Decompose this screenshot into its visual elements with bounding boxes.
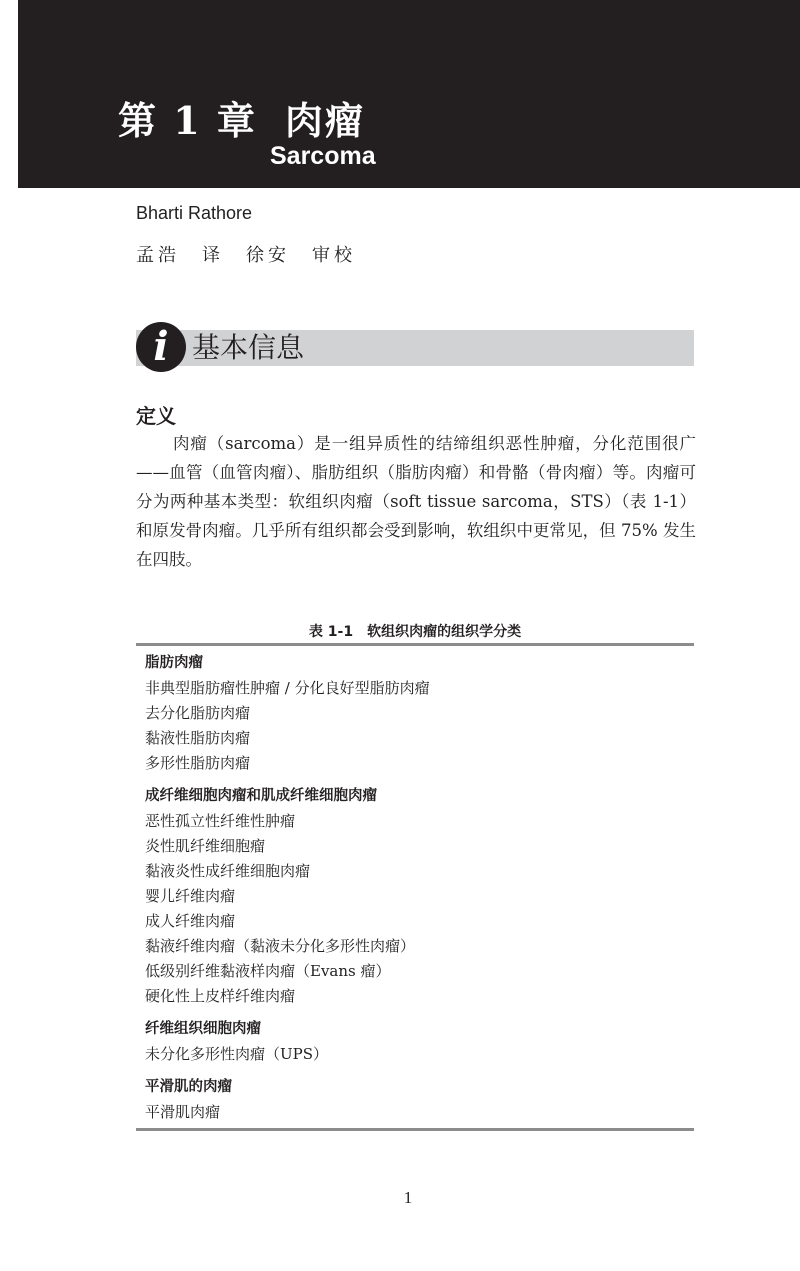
table-group-title: 脂肪肉瘤 xyxy=(145,655,203,671)
table-row: 炎性肌纤维细胞瘤 xyxy=(145,837,266,855)
table-row: 成人纤维肉瘤 xyxy=(145,912,236,930)
info-icon: i xyxy=(136,322,186,372)
table-row: 未分化多形性肉瘤（UPS） xyxy=(145,1045,329,1063)
translators: 孟浩 译 徐安 审校 xyxy=(136,245,356,266)
table-row: 硬化性上皮样纤维肉瘤 xyxy=(145,987,296,1005)
table-top-rule xyxy=(136,643,694,646)
table-group-title: 成纤维细胞肉瘤和肌成纤维细胞肉瘤 xyxy=(145,788,377,804)
chapter-title-en: Sarcoma xyxy=(270,142,376,170)
table-row: 多形性脂肪肉瘤 xyxy=(145,754,251,772)
table-row: 黏液纤维肉瘤（黏液未分化多形性肉瘤） xyxy=(145,937,416,955)
table-group-title: 平滑肌的肉瘤 xyxy=(145,1079,232,1095)
table-row: 低级别纤维黏液样肉瘤（Evans 瘤） xyxy=(145,962,391,980)
chapter-title-cn: 肉瘤 xyxy=(284,98,365,143)
table-group xyxy=(145,651,685,776)
table-row: 非典型脂肪瘤性肿瘤 / 分化良好型脂肪肉瘤 xyxy=(145,679,430,697)
page-number: 1 xyxy=(403,1188,413,1207)
table-group-title: 纤维组织细胞肉瘤 xyxy=(145,1021,261,1037)
table-row: 去分化脂肪肉瘤 xyxy=(145,704,251,722)
table-group xyxy=(145,784,685,1009)
table-caption: 表 1-1 软组织肉瘤的组织学分类 xyxy=(308,624,522,640)
chapter-title xyxy=(118,90,365,145)
author: Bharti Rathore xyxy=(136,203,253,223)
definition-heading: 定义 xyxy=(136,404,176,428)
table-group xyxy=(145,1075,685,1125)
table-group xyxy=(145,1017,685,1067)
table-body xyxy=(145,651,685,1133)
table-row: 平滑肌肉瘤 xyxy=(145,1103,221,1121)
table-bottom-rule xyxy=(136,1128,694,1131)
table-row: 黏液性脂肪肉瘤 xyxy=(145,729,251,747)
table-row: 恶性孤立性纤维性肿瘤 xyxy=(145,812,296,830)
section-title: 基本信息 xyxy=(192,331,305,364)
definition-paragraph: 肉瘤（sarcoma）是一组异质性的结缔组织恶性肿瘤，分化范围很广——血管（血管肉瘤）、脂肪组织（脂肪肉瘤）和骨骼（骨肉瘤）等。肉瘤可分为两种基本类型：软组织肉瘤（soft tissue sarcoma，STS）（表 1-1）和原发骨肉瘤。几乎所有组织都会受到影响，软组织中更常见，但 75% 发生在四肢。 xyxy=(136,434,696,569)
chapter-number: 第 1 章 xyxy=(118,98,257,143)
table-row: 黏液炎性成纤维细胞肉瘤 xyxy=(145,862,311,880)
table-row: 婴儿纤维肉瘤 xyxy=(145,887,236,905)
